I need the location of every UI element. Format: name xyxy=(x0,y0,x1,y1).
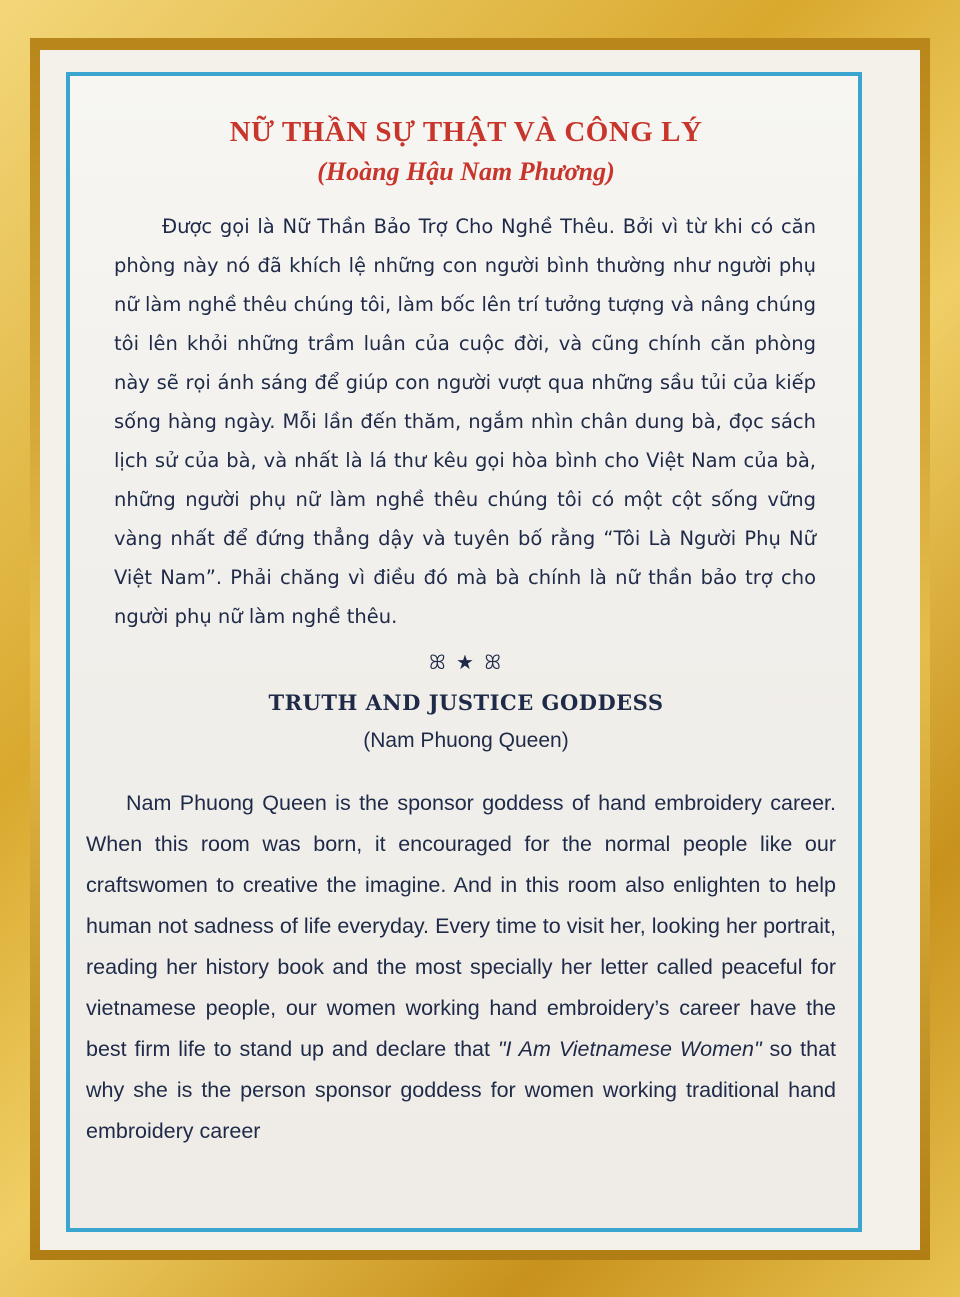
english-body-part-2: so that why she is the person sponsor goddess for women working traditional hand embroidery career xyxy=(86,1037,837,1143)
notice-content xyxy=(86,80,846,1152)
english-body-quote: "I Am Vietnamese Women" xyxy=(497,1037,762,1061)
star-ornament-icon: ꕤ ★ ꕤ xyxy=(429,650,503,674)
english-body-part-1: Nam Phuong Queen is the sponsor goddess of hand embroidery career. When this room was born, it encouraged for the normal people like our craftswomen to creative the imagine. And in this room also enlighten to help human not sadness of life everyday. Every time to visit her, looking her portrait, reading her history book and the most specially her letter called peaceful for vietnamese people, our women working hand embroidery’s career have the best firm life to stand up and declare that xyxy=(86,791,836,1061)
vietnamese-title: NỮ THẦN SỰ THẬT VÀ CÔNG LÝ xyxy=(229,116,703,148)
vietnamese-body: Được gọi là Nữ Thần Bảo Trợ Cho Nghề Thêu. Bởi vì từ khi có căn phòng này nó đã khích lệ những con người bình thường như người phụ nữ làm nghề thêu chúng tôi, làm bốc lên trí tưởng tượng và nâng chúng tôi lên khỏi những trầm luân của cuộc đời, và cũng chính căn phòng này sẽ rọi ánh sáng để giúp con người vượt qua những sầu tủi của kiếp sống hàng ngày. Mỗi lần đến thăm, ngắm nhìn chân dung bà, đọc sách lịch sử của bà, và nhất là lá thư kêu gọi hòa bình cho Việt Nam của bà, những người phụ nữ làm nghề thêu chúng tôi có một cột sống vững vàng nhất để đứng thẳng dậy và tuyên bố rằng “Tôi Là Người Phụ Nữ Việt Nam”. Phải chăng vì điều đó mà bà chính là nữ thần bảo trợ cho người phụ nữ làm nghề thêu. xyxy=(114,215,816,628)
english-title: TRUTH AND JUSTICE GODDESS xyxy=(268,690,664,715)
english-body xyxy=(86,783,836,1152)
vietnamese-subtitle: (Hoàng Hậu Nam Phương) xyxy=(317,157,615,186)
english-subtitle: (Nam Phuong Queen) xyxy=(363,729,569,752)
ornament-divider xyxy=(86,650,846,674)
